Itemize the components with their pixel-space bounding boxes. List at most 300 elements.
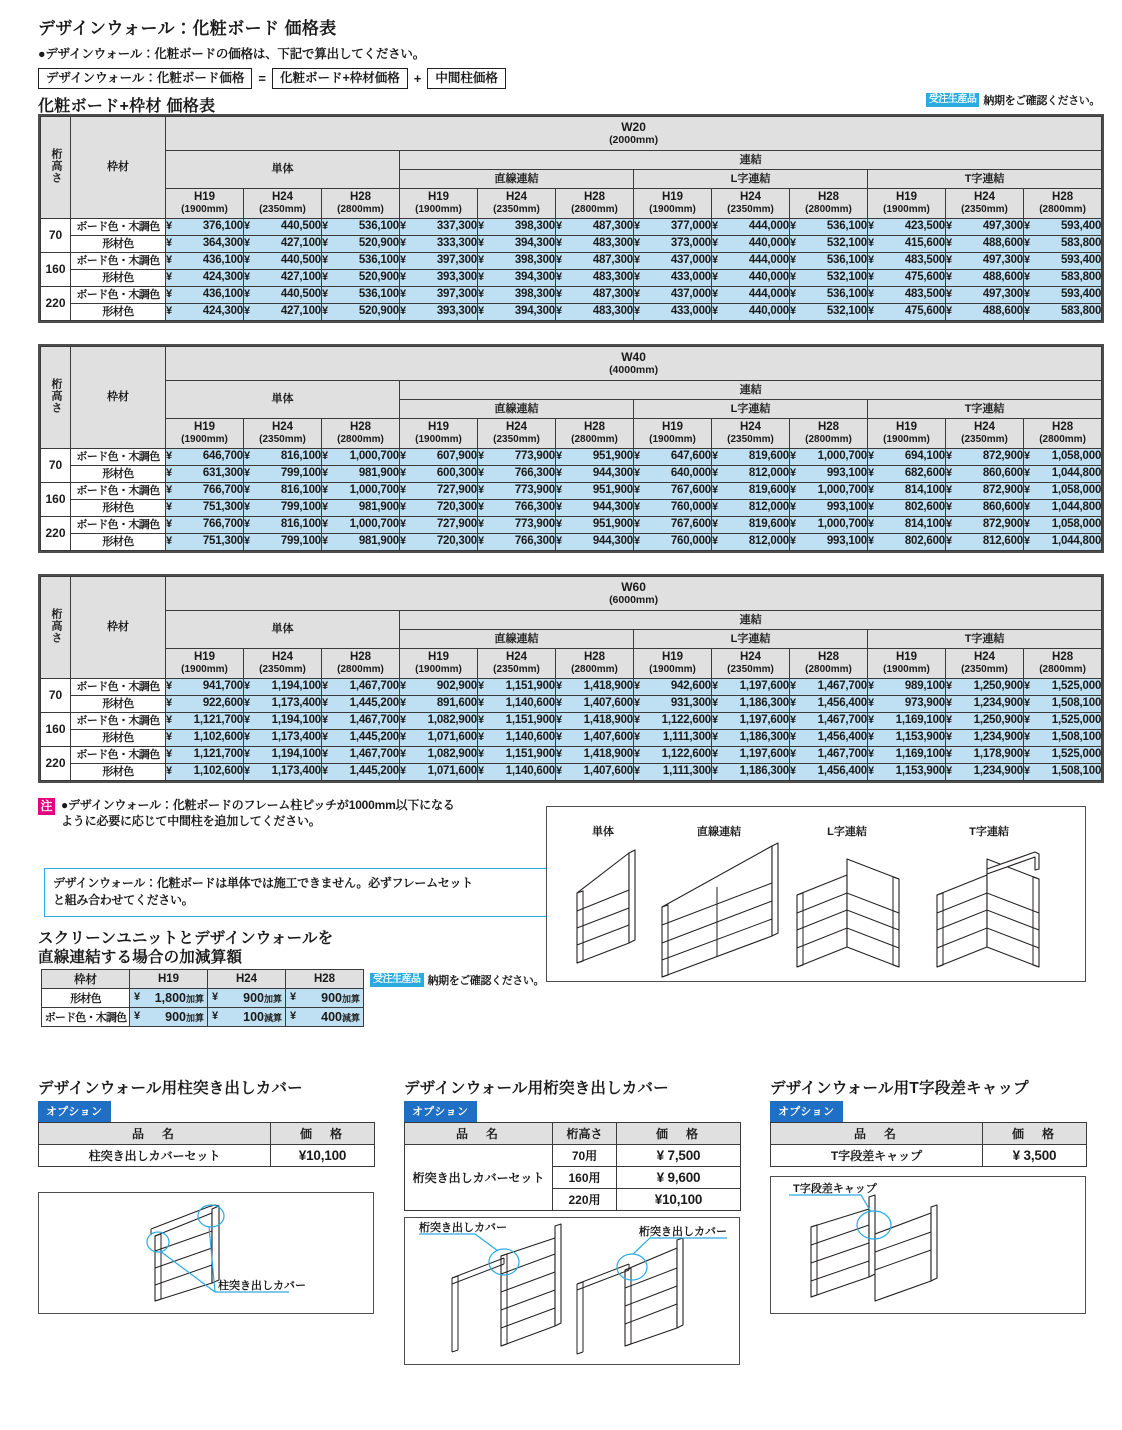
- cell-price: ¥ 583,800: [1024, 236, 1102, 253]
- cell-price: ¥ 1,508,100: [1024, 764, 1102, 781]
- cell-price: ¥ 1,140,600: [478, 730, 556, 747]
- table-row: [41, 253, 1102, 270]
- cell-price: ¥ 1,197,600: [712, 713, 790, 730]
- note-line-2: ように必要に応じて中間柱を追加してください。: [61, 814, 321, 829]
- col-h24: H24 (2350mm): [244, 419, 322, 449]
- option-beam-cover-badge: オプション: [404, 1101, 477, 1122]
- cell-price: ¥ 816,100: [244, 483, 322, 500]
- cell-price: ¥ 816,100: [244, 449, 322, 466]
- cell-price: ¥ 488,600: [946, 236, 1024, 253]
- main-table-title: 化粧ボード+枠材 価格表: [38, 98, 216, 115]
- col-h19: H19 (1900mm): [868, 419, 946, 449]
- cell-price: ¥ 891,600: [400, 696, 478, 713]
- juchu-note-addsub: [370, 972, 544, 988]
- cell-price: ¥ 1,467,700: [322, 747, 400, 764]
- table-row: [41, 449, 1102, 466]
- cell-price: ¥ 720,300: [400, 500, 478, 517]
- cell-price: ¥ 1,151,900: [478, 747, 556, 764]
- beam-cover-left: [419, 1220, 561, 1352]
- cell-price: ¥ 1,197,600: [712, 747, 790, 764]
- col-h28: H28 (2800mm): [556, 189, 634, 219]
- option-post-cover-title: デザインウォール用柱突き出しカバー: [38, 1080, 303, 1097]
- cell-price: ¥ 1,058,000: [1024, 517, 1102, 534]
- cell-price: ¥ 1,525,000: [1024, 747, 1102, 764]
- cell-price: ¥ 433,000: [634, 270, 712, 287]
- option-t-cap-table: [770, 1122, 1087, 1167]
- cell-price: ¥ 433,000: [634, 304, 712, 321]
- cell-price: ¥ 583,800: [1024, 304, 1102, 321]
- col-h28: H28 (2800mm): [322, 649, 400, 679]
- cell-price: ¥ 536,100: [322, 253, 400, 270]
- diagram-label-tji: T字連結: [969, 826, 1009, 838]
- col-h24: H24 (2350mm): [478, 189, 556, 219]
- cell-price: ¥ 812,000: [712, 500, 790, 517]
- cell-price: ¥ 631,300: [166, 466, 244, 483]
- cell-price: ¥ 993,100: [790, 500, 868, 517]
- cell-waku: 形材色: [71, 500, 166, 517]
- cell-price: ¥ 1,467,700: [790, 679, 868, 696]
- cell-waku: ボード色・木調色: [71, 449, 166, 466]
- group-tantai: 単体: [166, 151, 400, 189]
- cell-name: 柱突き出しカバーセット: [39, 1145, 271, 1167]
- cell-price: ¥ 415,600: [868, 236, 946, 253]
- cell-price: ¥ 1,071,600: [400, 764, 478, 781]
- col-keta: 桁高さ: [553, 1123, 617, 1145]
- cell-price: ¥ 1,044,800: [1024, 466, 1102, 483]
- cell-price: ¥ 1,151,900: [478, 679, 556, 696]
- cell-price: ¥ 993,100: [790, 534, 868, 551]
- cell-keta: 70: [41, 449, 71, 483]
- col-waku-header: 枠材: [71, 347, 166, 449]
- cell-price: ¥ 1,173,400: [244, 730, 322, 747]
- beam-cover-callout-left: 桁突き出しカバー: [419, 1222, 507, 1234]
- cell-price: ¥ 436,100: [166, 253, 244, 270]
- cell-price: ¥ 1,407,600: [556, 730, 634, 747]
- cell-price: ¥ 532,100: [790, 236, 868, 253]
- group-lji: L字連結: [634, 630, 868, 649]
- cell-price: ¥ 1,000,700: [322, 449, 400, 466]
- cell-price: ¥ 1,102,600: [166, 730, 244, 747]
- cell-price: ¥ 427,100: [244, 304, 322, 321]
- group-chokusen: 直線連結: [400, 630, 634, 649]
- cell-price: ¥ 1,082,900: [400, 747, 478, 764]
- cell-price: ¥ 1,418,900: [556, 713, 634, 730]
- cell-price: ¥ 1,407,600: [556, 764, 634, 781]
- cell-price: ¥ 394,300: [478, 270, 556, 287]
- cell-price: ¥ 860,600: [946, 466, 1024, 483]
- cell-price: ¥ 497,300: [946, 287, 1024, 304]
- cell-price: ¥ 902,900: [400, 679, 478, 696]
- table-header-row: [41, 577, 1102, 611]
- cell-price: ¥ 773,900: [478, 517, 556, 534]
- cell-price: ¥ 1,071,600: [400, 730, 478, 747]
- col-h28: H28 (2800mm): [1024, 419, 1102, 449]
- price-table-w40: [38, 344, 1104, 553]
- cell-keta: 70: [41, 219, 71, 253]
- cell-price: ¥ 1,111,300: [634, 764, 712, 781]
- cell-price: ¥ 1,186,300: [712, 696, 790, 713]
- col-h19: H19 (1900mm): [166, 649, 244, 679]
- cell-price: ¥ 440,500: [244, 219, 322, 236]
- col-price: 価 格: [617, 1123, 741, 1145]
- diagram-chokusen: [662, 843, 778, 977]
- cell-keta: 160: [41, 483, 71, 517]
- cell-waku: ボード色・木調色: [71, 747, 166, 764]
- col-h24: H24 (2350mm): [946, 649, 1024, 679]
- cell-price: ¥ 1,122,600: [634, 713, 712, 730]
- option-beam-cover-figure: [404, 1217, 740, 1365]
- col-name: 品 名: [771, 1123, 983, 1145]
- cell-waku: 形材色: [71, 304, 166, 321]
- cell-price: ¥ 487,300: [556, 219, 634, 236]
- cell-price: ¥ 751,300: [166, 534, 244, 551]
- col-h24: H24 (2350mm): [946, 189, 1024, 219]
- cell-price: ¥ 444,000: [712, 287, 790, 304]
- cell-price: ¥ 766,700: [166, 483, 244, 500]
- cell-price: ¥ 766,300: [478, 500, 556, 517]
- cell-price: ¥ 483,300: [556, 236, 634, 253]
- cell-price: ¥ 377,000: [634, 219, 712, 236]
- cell-price: ¥ 1,169,100: [868, 713, 946, 730]
- cell-price: ¥ 1,467,700: [322, 679, 400, 696]
- cell-price: ¥ 1,418,900: [556, 747, 634, 764]
- cell-price: ¥10,100: [617, 1189, 741, 1211]
- cell-price: ¥ 436,100: [166, 287, 244, 304]
- col-h19: H19 (1900mm): [634, 419, 712, 449]
- group-tji: T字連結: [868, 170, 1102, 189]
- option-t-cap: [770, 1076, 1100, 1122]
- cell-price: ¥ 593,400: [1024, 219, 1102, 236]
- option-post-cover-table: [38, 1122, 375, 1167]
- cell-price: ¥ 497,300: [946, 219, 1024, 236]
- option-post-cover: [38, 1076, 378, 1122]
- cell-waku: 形材色: [71, 466, 166, 483]
- addsub-title-line-2: 直線連結する場合の加減算額: [38, 949, 243, 967]
- col-keta-header: 桁高さ: [41, 347, 71, 449]
- cell-price: ¥ 376,100: [166, 219, 244, 236]
- cell-price: ¥ 981,900: [322, 500, 400, 517]
- cell-price: ¥ 814,100: [868, 483, 946, 500]
- cell-price: ¥ 1,000,700: [790, 517, 868, 534]
- col-name: 品 名: [39, 1123, 271, 1145]
- col-h19: H19 (1900mm): [400, 649, 478, 679]
- beam-cover-right: [577, 1224, 727, 1354]
- cell-price: ¥ 819,600: [712, 517, 790, 534]
- cell-price: ¥ 1,000,700: [790, 483, 868, 500]
- group-lji: L字連結: [634, 170, 868, 189]
- cell-price: ¥ 1,456,400: [790, 730, 868, 747]
- cell-keta: 220用: [553, 1189, 617, 1211]
- cell-price: ¥ 394,300: [478, 236, 556, 253]
- group-renketsu: 連結: [400, 151, 1102, 170]
- note-block: [38, 797, 538, 829]
- width-label: W40 (4000mm): [166, 347, 1102, 381]
- cell-price: ¥ 931,300: [634, 696, 712, 713]
- option-t-cap-figure: [770, 1176, 1086, 1314]
- formula-term2: 中間柱価格: [427, 68, 506, 89]
- col-h28: H28 (2800mm): [1024, 189, 1102, 219]
- cell-amount: ¥ 900加算: [286, 989, 364, 1008]
- cell-price: ¥ 872,900: [946, 517, 1024, 534]
- cell-price: ¥ 424,300: [166, 270, 244, 287]
- width-label: W60 (6000mm): [166, 577, 1102, 611]
- cell-price: ¥ 393,300: [400, 304, 478, 321]
- post-cover-callout-label: 柱突き出しカバー: [218, 1280, 306, 1292]
- cell-price: ¥ 694,100: [868, 449, 946, 466]
- col-h28: H28 (2800mm): [322, 189, 400, 219]
- cell-price: ¥ 593,400: [1024, 253, 1102, 270]
- cell-price: ¥ 760,000: [634, 500, 712, 517]
- cell-waku: ボード色・木調色: [71, 219, 166, 236]
- col-waku-header: 枠材: [71, 117, 166, 219]
- col-h24: H24 (2350mm): [478, 419, 556, 449]
- cell-price: ¥ 532,100: [790, 304, 868, 321]
- price-table: [40, 576, 1102, 781]
- cell-price: ¥ 1,173,400: [244, 696, 322, 713]
- cell-price: ¥ 727,900: [400, 483, 478, 500]
- cell-amount: ¥ 1,800加算: [130, 989, 208, 1008]
- option-post-cover-badge: オプション: [38, 1101, 111, 1122]
- cell-price: ¥ 993,100: [790, 466, 868, 483]
- cell-price: ¥ 1,178,900: [946, 747, 1024, 764]
- cell-price: ¥ 1,508,100: [1024, 696, 1102, 713]
- table-row: [41, 466, 1102, 483]
- connection-diagram-svg: [547, 807, 1087, 983]
- table-header-row: [41, 381, 1102, 400]
- diagram-label-chokusen: 直線連結: [697, 826, 741, 838]
- cell-price: ¥ 1,525,000: [1024, 713, 1102, 730]
- table-row: [41, 747, 1102, 764]
- cell-waku: ボード色・木調色: [42, 1008, 130, 1027]
- table-row: [41, 483, 1102, 500]
- col-h28: H28 (2800mm): [556, 649, 634, 679]
- group-tji: T字連結: [868, 630, 1102, 649]
- cell-price: ¥ 1,445,200: [322, 764, 400, 781]
- table-header-row: [41, 419, 1102, 449]
- cell-waku: 形材色: [71, 730, 166, 747]
- cell-price: ¥ 337,300: [400, 219, 478, 236]
- cell-price: ¥ 475,600: [868, 304, 946, 321]
- cell-price: ¥ 1,456,400: [790, 696, 868, 713]
- t-cap-svg: [771, 1177, 1087, 1315]
- juchu-note-text-addsub: 納期をご確認ください。: [427, 975, 545, 987]
- cell-price: ¥ 397,300: [400, 253, 478, 270]
- cell-price: ¥ 600,300: [400, 466, 478, 483]
- price-formula: [38, 68, 506, 89]
- cell-price: ¥ 444,000: [712, 253, 790, 270]
- cell-price: ¥ 1,044,800: [1024, 534, 1102, 551]
- cell-price: ¥ 1,153,900: [868, 730, 946, 747]
- addsub-col-3: H28: [286, 970, 364, 989]
- col-h24: H24 (2350mm): [244, 649, 322, 679]
- table-row: [41, 236, 1102, 253]
- cell-waku: 形材色: [71, 534, 166, 551]
- cell-price: ¥ 394,300: [478, 304, 556, 321]
- cell-price: ¥ 941,700: [166, 679, 244, 696]
- cell-price: ¥ 1,173,400: [244, 764, 322, 781]
- cell-price: ¥ 427,100: [244, 236, 322, 253]
- cell-amount: ¥ 900加算: [208, 989, 286, 1008]
- cell-amount: ¥ 400減算: [286, 1008, 364, 1027]
- juchu-note-text: 納期をご確認ください。: [983, 95, 1100, 107]
- cell-keta: 220: [41, 287, 71, 321]
- cell-price: ¥ 475,600: [868, 270, 946, 287]
- cell-price: ¥ 3,500: [983, 1145, 1087, 1167]
- cell-price: ¥ 520,900: [322, 304, 400, 321]
- note-line-1: ●デザインウォール：化粧ボードのフレーム柱ピッチが1000mm以下になる: [61, 798, 455, 812]
- group-tantai: 単体: [166, 611, 400, 649]
- col-name: 品 名: [405, 1123, 553, 1145]
- addsub-col-1: H19: [130, 970, 208, 989]
- table-header-row: [41, 151, 1102, 170]
- cell-price: ¥ 536,100: [790, 219, 868, 236]
- diagram-label-lji: L字連結: [827, 826, 867, 838]
- cell-price: ¥ 397,300: [400, 287, 478, 304]
- cell-price: ¥ 488,600: [946, 270, 1024, 287]
- col-h24: H24 (2350mm): [712, 419, 790, 449]
- cell-price: ¥ 819,600: [712, 449, 790, 466]
- cell-price: ¥ 1,197,600: [712, 679, 790, 696]
- cell-price: ¥ 483,500: [868, 253, 946, 270]
- col-h24: H24 (2350mm): [478, 649, 556, 679]
- col-h28: H28 (2800mm): [790, 419, 868, 449]
- cell-price: ¥ 423,500: [868, 219, 946, 236]
- cell-price: ¥ 424,300: [166, 304, 244, 321]
- cell-waku: 形材色: [71, 764, 166, 781]
- cell-price: ¥ 819,600: [712, 483, 790, 500]
- cell-price: ¥ 333,300: [400, 236, 478, 253]
- cell-price: ¥ 398,300: [478, 287, 556, 304]
- col-keta-header: 桁高さ: [41, 117, 71, 219]
- width-label: W20 (2000mm): [166, 117, 1102, 151]
- cell-price: ¥ 483,300: [556, 304, 634, 321]
- formula-plus: +: [413, 71, 422, 87]
- formula-term1: 化粧ボード+枠材価格: [272, 68, 408, 89]
- addsub-col-0: 枠材: [42, 970, 130, 989]
- addsub-section: [38, 929, 333, 968]
- cell-waku: 形材色: [71, 270, 166, 287]
- table-row: [41, 730, 1102, 747]
- cell-waku: ボード色・木調色: [71, 253, 166, 270]
- cell-price: ¥ 1,445,200: [322, 696, 400, 713]
- cell-amount: ¥ 100減算: [208, 1008, 286, 1027]
- cell-price: ¥ 989,100: [868, 679, 946, 696]
- table-header-row: [41, 611, 1102, 630]
- cell-price: ¥ 802,600: [868, 500, 946, 517]
- cell-price: ¥ 1,186,300: [712, 764, 790, 781]
- cell-price: ¥ 981,900: [322, 466, 400, 483]
- option-post-cover-figure: [38, 1192, 374, 1314]
- group-renketsu: 連結: [400, 381, 1102, 400]
- col-h19: H19 (1900mm): [166, 189, 244, 219]
- group-tantai: 単体: [166, 381, 400, 419]
- table-row: [41, 219, 1102, 236]
- cell-price: ¥ 944,300: [556, 534, 634, 551]
- col-h19: H19 (1900mm): [166, 419, 244, 449]
- cell-price: ¥ 640,000: [634, 466, 712, 483]
- cell-waku: ボード色・木調色: [71, 287, 166, 304]
- col-keta-header: 桁高さ: [41, 577, 71, 679]
- cell-price: ¥ 767,600: [634, 517, 712, 534]
- cell-price: ¥ 437,000: [634, 287, 712, 304]
- cell-price: ¥ 1,058,000: [1024, 483, 1102, 500]
- note-body: [61, 797, 455, 829]
- cell-price: ¥ 951,900: [556, 449, 634, 466]
- blue-line-1: デザインウォール：化粧ボードは単体では施工できません。必ずフレームセット: [53, 876, 473, 890]
- table-header-row: [405, 1123, 741, 1145]
- table-header-row: [39, 1123, 375, 1145]
- cell-price: ¥ 812,000: [712, 534, 790, 551]
- beam-cover-svg: [405, 1218, 741, 1366]
- table-row: [41, 270, 1102, 287]
- cell-price: ¥ 440,000: [712, 304, 790, 321]
- table-row: [42, 989, 364, 1008]
- price-table-w20: [38, 114, 1104, 323]
- cell-price: ¥ 1,418,900: [556, 679, 634, 696]
- col-h19: H19 (1900mm): [634, 189, 712, 219]
- cell-price: ¥ 1,250,900: [946, 713, 1024, 730]
- cell-price: ¥ 1,000,700: [790, 449, 868, 466]
- table-row: [41, 534, 1102, 551]
- cell-amount: ¥ 900加算: [130, 1008, 208, 1027]
- cell-price: ¥ 487,300: [556, 287, 634, 304]
- addsub-table-host: [41, 969, 364, 1027]
- cell-price: ¥ 799,100: [244, 534, 322, 551]
- cell-price: ¥ 427,100: [244, 270, 322, 287]
- cell-price: ¥ 607,900: [400, 449, 478, 466]
- table-row: [41, 287, 1102, 304]
- cell-price: ¥ 532,100: [790, 270, 868, 287]
- cell-price: ¥ 981,900: [322, 534, 400, 551]
- cell-name: 桁突き出しカバーセット: [405, 1145, 553, 1211]
- cell-price: ¥ 398,300: [478, 253, 556, 270]
- page-header: [38, 14, 506, 89]
- table-row: [41, 500, 1102, 517]
- col-h28: H28 (2800mm): [790, 189, 868, 219]
- col-h19: H19 (1900mm): [868, 189, 946, 219]
- cell-price: ¥ 814,100: [868, 517, 946, 534]
- juchu-badge: 受注生産品: [926, 93, 980, 107]
- cell-price: ¥ 483,500: [868, 287, 946, 304]
- table-row: [41, 304, 1102, 321]
- cell-price: ¥ 1,445,200: [322, 730, 400, 747]
- diagram-tantai: [577, 850, 635, 963]
- cell-price: ¥ 727,900: [400, 517, 478, 534]
- cell-price: ¥ 1,121,700: [166, 747, 244, 764]
- cell-price: ¥ 1,000,700: [322, 483, 400, 500]
- diagram-label-tantai: 単体: [592, 826, 614, 838]
- diagram-lji: [797, 859, 899, 967]
- col-price: 価 格: [983, 1123, 1087, 1145]
- cell-price: ¥ 646,700: [166, 449, 244, 466]
- cell-waku: 形材色: [42, 989, 130, 1008]
- cell-price: ¥ 720,300: [400, 534, 478, 551]
- cell-price: ¥ 440,000: [712, 236, 790, 253]
- cell-price: ¥ 440,000: [712, 270, 790, 287]
- addsub-table: [41, 969, 364, 1027]
- cell-price: ¥ 860,600: [946, 500, 1024, 517]
- cell-price: ¥ 9,600: [617, 1167, 741, 1189]
- table-header-row: [41, 189, 1102, 219]
- group-renketsu: 連結: [400, 611, 1102, 630]
- cell-price: ¥ 1,169,100: [868, 747, 946, 764]
- col-h24: H24 (2350mm): [244, 189, 322, 219]
- cell-waku: 形材色: [71, 696, 166, 713]
- cell-waku: ボード色・木調色: [71, 713, 166, 730]
- cell-keta: 220: [41, 747, 71, 781]
- table-row: [771, 1145, 1087, 1167]
- cell-price: ¥ 1,000,700: [322, 517, 400, 534]
